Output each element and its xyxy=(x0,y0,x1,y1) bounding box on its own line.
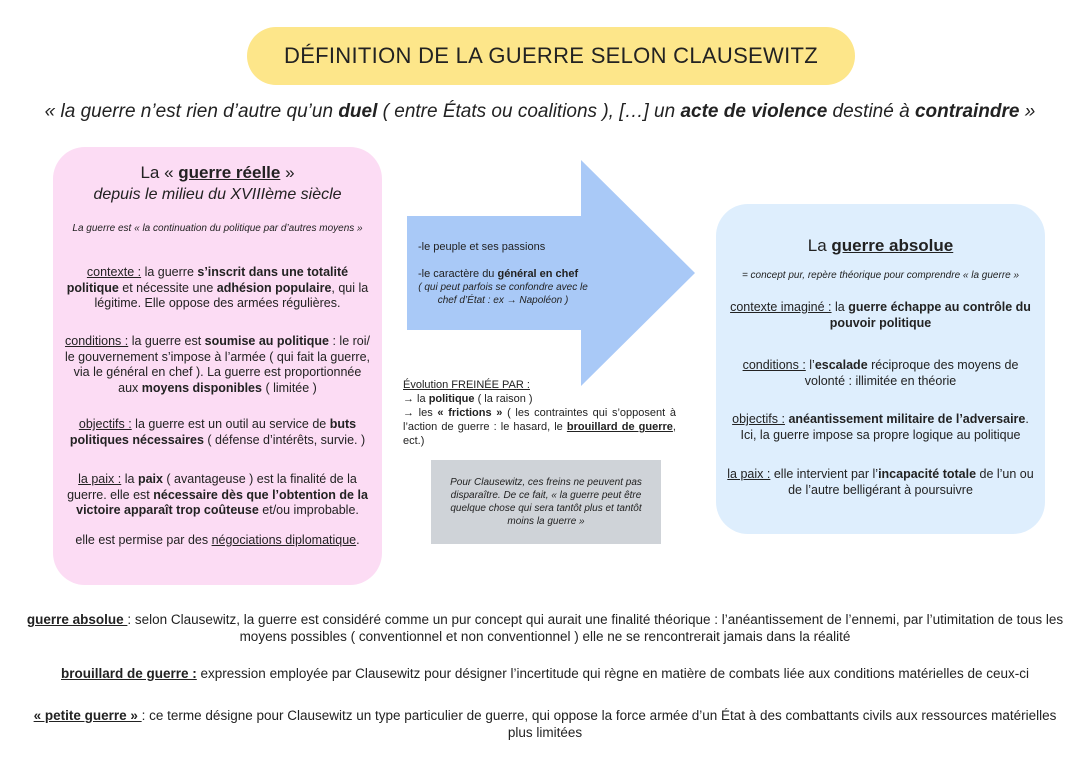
card-reelle-period: depuis le milieu du XVIIIème siècle xyxy=(93,186,342,203)
card-absolue-heading: La guerre absolue xyxy=(807,236,954,255)
definition-guerre-absolue: guerre absolue : selon Clausewitz, la guerre est considéré comme un pur concept qui aurait une finalité théorique : l’anéantissement de l’ennemi, par l’utimitation de tous les moyens possibles ( conventionnel et non conventionnel ) elle ne se rencontrerait jamais dans la réalité xyxy=(26,612,1064,644)
card-guerre-absolue xyxy=(716,204,1045,534)
reelle-objectifs: objectifs : la guerre est un outil au service de buts politiques nécessaires ( défense d’intérêts, survie. ) xyxy=(69,417,366,447)
reelle-paix: la paix : la paix ( avantageuse ) est la finalité de la guerre. elle est nécessaire dès que l’obtention de la victoire apparaît trop coûteuse et/ou improbable. xyxy=(67,472,368,517)
arrow-factors: -le peuple et ses passions -le caractère du général en chef ( qui peut parfois se confondre avec le chef d’État : ex → Napoléon ) xyxy=(418,241,588,306)
absolue-paix: la paix : elle intervient par l’incapacité totale de l’un ou de l’autre belligérant à poursuivre xyxy=(727,467,1034,497)
reelle-contexte: contexte : la guerre s’inscrit dans une totalité politique et nécessite une adhésion populaire, qui la légitime. Elle oppose des armées régulières. xyxy=(66,265,369,310)
absolue-contexte: contexte imaginé : la guerre échappe au contrôle du pouvoir politique xyxy=(730,300,1031,330)
card-absolue-subtitle: = concept pur, repère théorique pour comprendre « la guerre » xyxy=(741,270,1020,281)
page-title: DÉFINITION DE LA GUERRE SELON CLAUSEWITZ xyxy=(284,43,818,68)
card-guerre-reelle xyxy=(53,147,382,585)
reelle-conditions: conditions : la guerre est soumise au politique : le roi/ le gouvernement s’impose à l’armée ( qui fait la guerre, via le général en chef ). La guerre est proportionnée aux moyens disponibles ( limitée ) xyxy=(64,334,370,395)
card-reelle-subtitle: La guerre est « la continuation du politique par d’autres moyens » xyxy=(72,223,363,234)
reelle-negociations: elle est permise par des négociations diplomatique. xyxy=(75,533,360,547)
definition-petite-guerre: « petite guerre » : ce terme désigne pour Clausewitz un type particulier de guerre, qui oppose la force armée d’un État à des combattants civils aux ressources matérielles plus limitées xyxy=(33,708,1057,740)
clausewitz-quote: « la guerre n’est rien d’autre qu’un duel ( entre États ou coalitions ), […] un acte de violence destiné à contraindre » xyxy=(44,101,1036,122)
absolue-conditions: conditions : l’escalade réciproque des moyens de volonté : illimitée en théorie xyxy=(742,358,1019,388)
freins-note-box: Pour Clausewitz, ces freins ne peuvent pas disparaître. De ce fait, « la guerre peut être quelque chose qui sera tantôt plus et tantôt moins la guerre » xyxy=(431,460,661,544)
definition-brouillard-de-guerre: brouillard de guerre : expression employée par Clausewitz pour désigner l’incertitude qui règne en matière de combats liée aux conditions matérielles de ceux-ci xyxy=(61,666,1029,681)
title-banner xyxy=(247,27,855,85)
evolution-freinee: Évolution FREINÉE PAR : → la politique ( la raison ) → les « frictions » ( les contraintes qui s’opposent à l’action de guerre : le hasard, le brouillard de guerre, ect.) xyxy=(403,379,676,447)
card-reelle-heading: La « guerre réelle » xyxy=(140,163,295,182)
absolue-objectifs: objectifs : anéantissement militaire de l’adversaire. Ici, la guerre impose sa propre logique au politique xyxy=(732,412,1029,442)
